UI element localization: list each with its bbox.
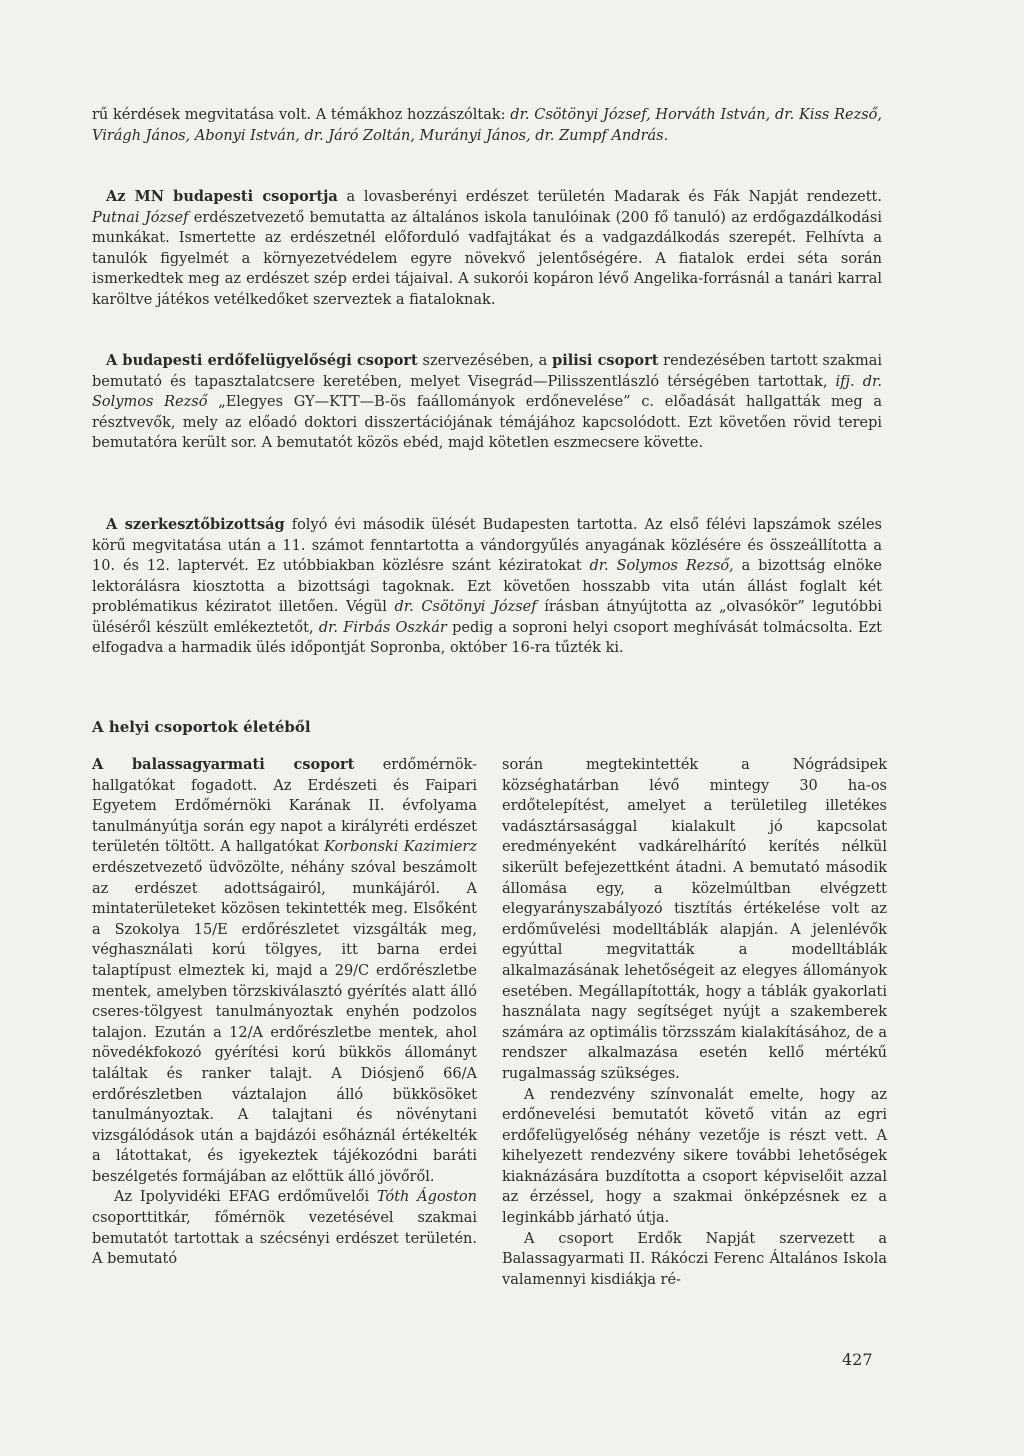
paragraph-budapest-erdofelugyeloseg [92, 351, 882, 454]
group-name: A balassagyarmati csoport [92, 756, 355, 773]
text-run: pedig a soproni helyi csoport meghívását tolmácsolta. Ezt elfogadva a harmadik ülés időpontját Sopronba, október 16-ra tűzték ki. [92, 619, 883, 656]
person-name: dr. Solymos Rezső, [589, 558, 734, 574]
text-run: rű kérdések megvitatása volt. A témákhoz hozzászóltak: [92, 107, 511, 123]
text-run: a lovasberényi erdészet területén Madarak és Fák Napját rendezett. [337, 189, 882, 205]
person-name: dr. Csötönyi József [394, 599, 537, 615]
right-column [502, 755, 887, 1290]
text-run: Az Ipolyvidéki EFAG erdőművelői [114, 1189, 377, 1206]
person-name: Putnai József [92, 209, 189, 226]
paragraph-balassagyarmati [92, 755, 477, 1187]
person-name: dr. Firbás Oszkár [318, 619, 447, 636]
paragraph-erdok-napja: A csoport Erdők Napját szervezett a Balassagyarmati II. Rákóczi Ferenc Általános Iskola valamennyi kisdiákja ré- [502, 1230, 887, 1288]
paragraph-ipolyvideki [92, 1187, 477, 1269]
paragraph-mn-budapest [92, 187, 882, 310]
text-run: írásban átnyújtotta az „olvasókör” legutóbbi üléséről készült emlékeztetőt, [92, 599, 882, 636]
paragraph-szerkesztobizottsag [92, 515, 882, 659]
group-name: A budapesti erdőfelügyelőségi csoport [106, 352, 418, 369]
group-name: A szerkesztőbizottság [106, 516, 285, 533]
page-number: 427 [842, 1350, 873, 1369]
person-name: ifj. dr. Solymos Rezső [92, 373, 882, 410]
text-run: szervezésében, a [417, 353, 553, 369]
group-name: pilisi csoport [552, 352, 659, 369]
person-name: Tóth Ágoston [376, 1189, 478, 1206]
text-run: erdőmérnök-hallgatókat fogadott. Az Erdészeti és Faipari Egyetem Erdőmérnöki Karának II. évfolyama tanulmányútja során egy napot a királyréti erdészet területén töltött. A hallgatókat [92, 757, 477, 856]
text-run: „Elegyes GY—KTT—B-ös faállományok erdőnevelése” c. előadását hallgatták meg a résztvevők, mely az előadó doktori disszertációjának témájához kapcsolódott. Ezt követően rövid terepi bemutatóra került sor. A bemutatót közös ebéd, majd kötetlen eszmecsere követte. [92, 394, 882, 451]
paragraph-discussion-continuation [92, 105, 882, 146]
text-run: erdészetvezető üdvözölte, néhány szóval beszámolt az erdészet adottságairól, munkájáról. A mintaterületeket közösen tekintették meg. Elsőként a Szokolya 15/E erdőrészletet vizsgálták meg, véghasználati korú tölgyes, itt barna erdei talaptípust elmeztek ki, majd a 29/C erdőrészletbe mentek, amelyben törzskiválasztó gyérítés alatt álló cseres-tölgyest tanulmányoztak enyhén podzolos talajon. Ezután a 12/A erdőrészletbe mentek, ahol növedékfokozó gyérítési korú bükkös állományt találtak és ranker talajt. A Diósjenő 66/A erdőrészletben váztalajon álló bükkösöket tanulmányoztak. A talajtani és növénytani vizsgálódások után a bajdázói esőháznál értékelték a látottakat, és igyekeztek tájékozódni baráti beszélgetés formájában az előttük álló jövőről. [92, 859, 477, 1185]
section-heading: A helyi csoportok életéből [92, 718, 311, 736]
text-run: rendezésében tartott szakmai bemutató és tapasztalatcsere keretében, melyet Visegrád—Pilisszentlászló térségében tartottak, [92, 353, 882, 390]
left-column [92, 755, 477, 1270]
group-name: Az MN budapesti csoportja [106, 188, 338, 205]
text-run: csoporttitkár, főmérnök vezetésével szakmai bemutatót tartottak a szécsényi erdészet területén. A bemutató [92, 1210, 477, 1268]
text-run: erdészetvezető bemutatta az általános iskola tanulóinak (200 fő tanuló) az erdőgazdálkodási munkákat. Ismertette az erdészetnél előforduló vadfajtákat és a vadgazdálkodás szerepét. Felhívta a tanulók figyelmét a környezetvédelem egyre növekvő jelentőségére. A fiatalok erdei séta során ismerkedtek meg az erdészet szép erdei tájaival. A sukorói kopáron lévő Angelika-forrásnál a tanári karral karöltve játékos vetélkedőket szerveztek a fiataloknak. [92, 209, 882, 308]
text-run: a bizottság elnöke lektorálásra kiosztotta a bizottsági tagoknak. Ezt követően hosszabb vita után állást foglalt két problématikus kéziratot illetően. Végül [92, 558, 883, 615]
text-run: folyó évi második ülését Budapesten tartotta. Az első félévi lapszámok széles körű megvitatása után a 11. számot fenntartotta a vándorgyűlés anyagának közlésére és összeállította a 10. és 12. laptervét. Ez utóbbiakban közlésre szánt kéziratokat [92, 517, 882, 574]
person-name: Korbonski Kazimierz [324, 839, 477, 856]
contributor-names: dr. Csötönyi József, Horváth István, dr. Kiss Rezső, Virágh János, Abonyi István, dr. Járó Zoltán, Murányi János, dr. Zumpf András. [92, 107, 882, 144]
paragraph-rendezveny: A rendezvény színvonalát emelte, hogy az erdőnevelési bemutatót követő vitán az egri erdőfelügyelőség néhány vezetője is részt vett. A kihelyezett rendezvény sikere további lehetőségek kiaknázására buzdította a csoport képviselőit azzal az érzéssel, hogy a szakmai önképzésnek ez a leginkább járható útja. [502, 1086, 887, 1227]
paragraph-nogradsipek: során megtekintették a Nógrádsipek községhatárban lévő mintegy 30 ha-os erdőtelepítést, amelyet a területileg illetékes vadásztársasággal kialakult jó kapcsolat eredményeként vadkárelhárító kerítés nélkül sikerült befejezettként átadni. A bemutató második állomása egy, a közelmúltban elvégzett elegyarányszabályozó tisztítás értékelése volt az erdőművelési modelltáblák alapján. A jelenlévők egyúttal megvitatták a modelltáblák alkalmazásának lehetőségeit az elegyes állományok esetében. Megállapították, hogy a táblák gyakorlati használata nagy segítséget nyújt a szakemberek számára az optimális törzsszám kialakításához, de a rendszer alkalmazása esetén kellő mértékű rugalmasság szükséges. [502, 757, 887, 1082]
